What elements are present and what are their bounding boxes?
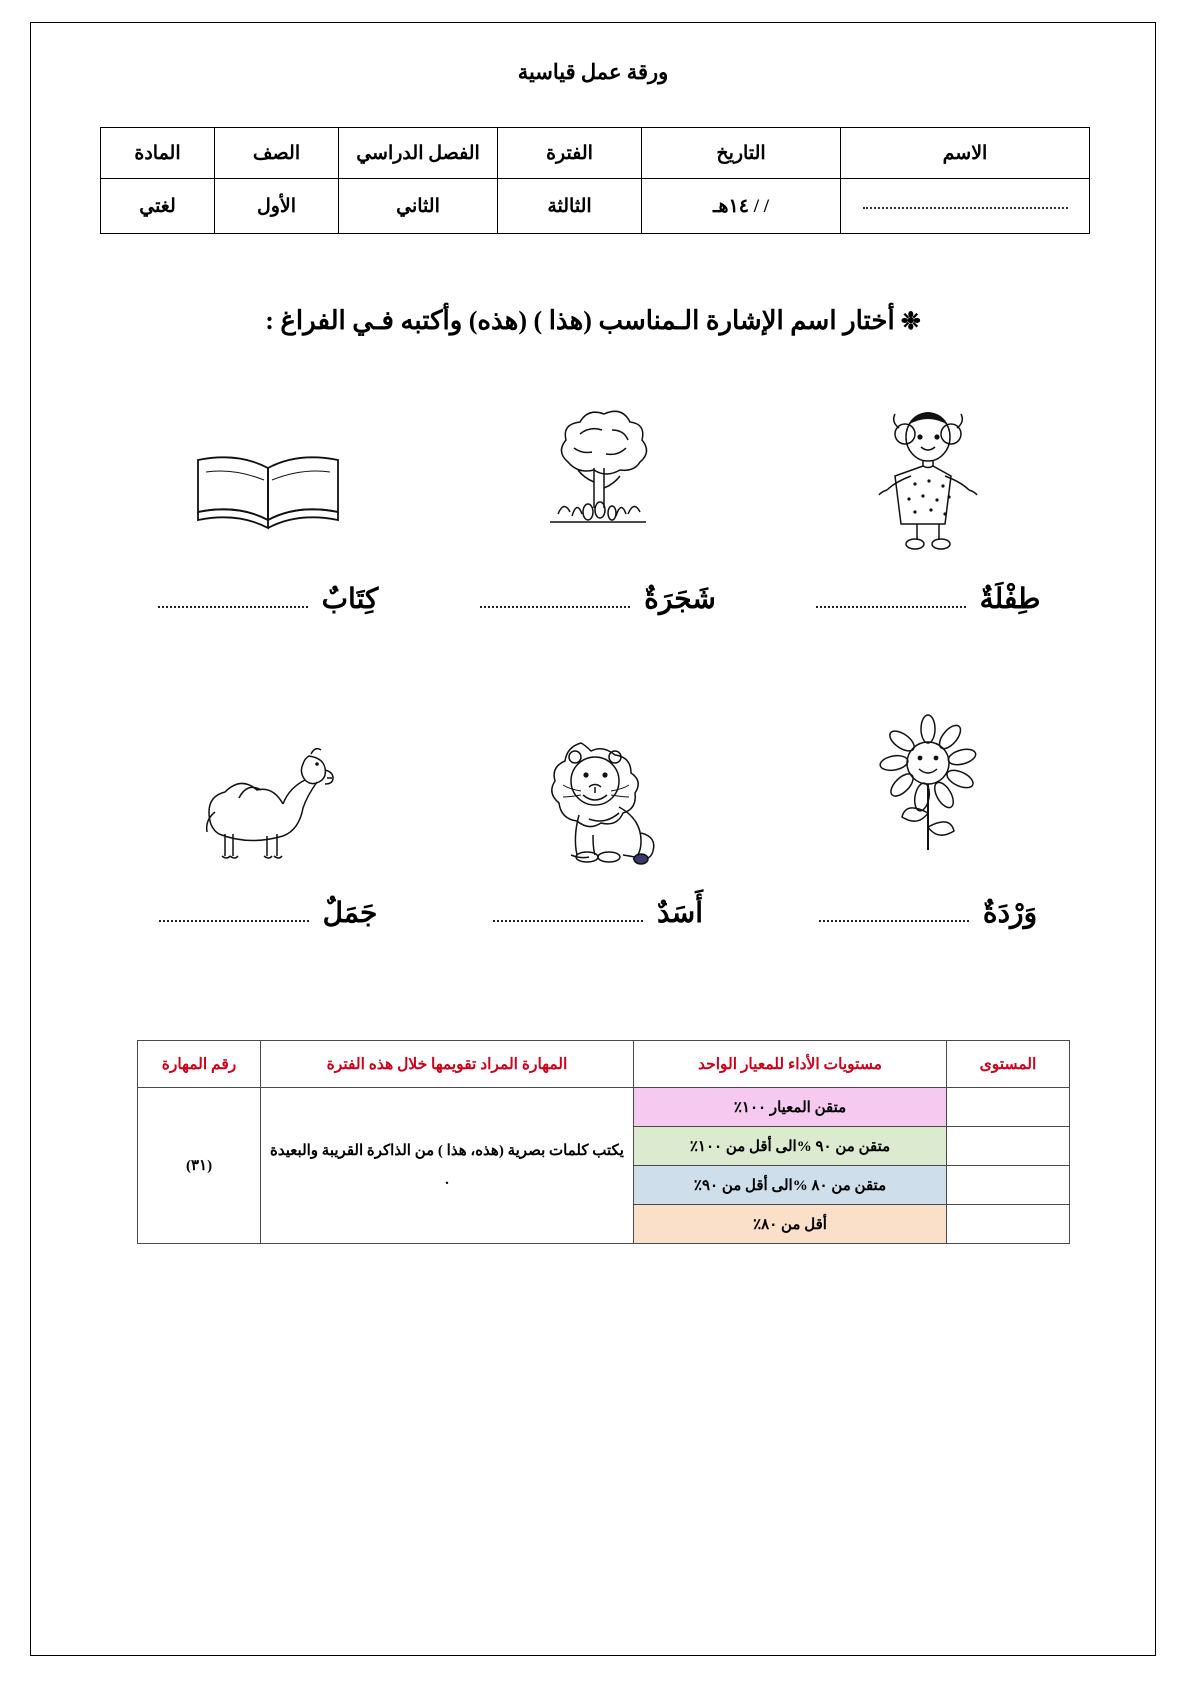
- word-label: شَجَرَةٌ: [644, 584, 716, 615]
- rubric-table: [137, 1040, 1070, 1244]
- table-row: [101, 179, 1090, 234]
- exercise-item-tree: [438, 394, 758, 616]
- exercise-item-camel: [108, 708, 428, 930]
- word-label: جَمَلٌ: [322, 898, 378, 929]
- header-cell-subject: المادة: [101, 128, 215, 179]
- exercise-item-lion: [438, 708, 758, 930]
- rubric-performance-cell-1: متقن المعيار ١٠٠٪: [634, 1088, 947, 1127]
- value-cell-term: الثاني: [339, 179, 498, 234]
- rubric-header-number: رقم المهارة: [138, 1041, 261, 1088]
- answer-blank[interactable]: [819, 916, 969, 922]
- rubric-header-skill: المهارة المراد تقويمها خلال هذه الفترة: [261, 1041, 634, 1088]
- rubric-header-performance: مستويات الأداء للمعيار الواحد: [634, 1041, 947, 1088]
- asterisk-icon: ❉: [900, 309, 921, 335]
- answer-blank[interactable]: [159, 916, 309, 922]
- camel-icon: [181, 708, 356, 868]
- name-blank-line[interactable]: [863, 204, 1068, 209]
- answer-line: [768, 582, 1088, 616]
- value-cell-grade: الأول: [215, 179, 339, 234]
- book-icon: [186, 394, 351, 554]
- answer-line: [108, 582, 428, 616]
- rubric-level-cell-1[interactable]: [947, 1088, 1070, 1127]
- table-row: [101, 128, 1090, 179]
- rubric-container: [58, 1040, 1128, 1244]
- header-cell-period: الفترة: [498, 128, 642, 179]
- info-table-container: [58, 127, 1128, 234]
- exercise-item-girl: [768, 394, 1088, 616]
- worksheet-body: [58, 40, 1128, 1640]
- answer-blank[interactable]: [816, 602, 966, 608]
- answer-blank[interactable]: [480, 602, 630, 608]
- answer-line: [438, 582, 758, 616]
- answer-blank[interactable]: [493, 916, 643, 922]
- page-title: ورقة عمل قياسية: [517, 60, 669, 84]
- flower-icon: [868, 708, 988, 868]
- exercise-item-book: [108, 394, 428, 616]
- answer-blank[interactable]: [158, 602, 308, 608]
- table-row: [138, 1088, 1070, 1127]
- value-cell-period: الثالثة: [498, 179, 642, 234]
- value-cell-name[interactable]: [841, 179, 1090, 234]
- answer-line: [768, 896, 1088, 930]
- exercise-row-1: [58, 394, 1128, 616]
- word-label: أَسَدٌ: [657, 898, 703, 929]
- lion-icon: [523, 708, 673, 868]
- header-cell-date: التاريخ: [642, 128, 841, 179]
- rubric-level-cell-4[interactable]: [947, 1205, 1070, 1244]
- rubric-level-cell-3[interactable]: [947, 1166, 1070, 1205]
- word-label: كِتَابٌ: [321, 584, 379, 615]
- instruction-line: [58, 306, 1128, 336]
- answer-line: [108, 896, 428, 930]
- instruction-text: أختار اسم الإشارة الـمناسب (هذا ) (هذه) وأكتبه فـي الفراغ :: [265, 306, 895, 335]
- header-cell-grade: الصف: [215, 128, 339, 179]
- answer-line: [438, 896, 758, 930]
- value-cell-date[interactable]: / / ١٤هـ: [642, 179, 841, 234]
- header-cell-name: الاسم: [841, 128, 1090, 179]
- table-row: [138, 1041, 1070, 1088]
- student-info-table: [100, 127, 1090, 234]
- word-label: وَرْدَةٌ: [982, 898, 1038, 929]
- exercise-item-flower: [768, 708, 1088, 930]
- rubric-performance-cell-2: متقن من ٩٠ %الى أقل من ١٠٠٪: [634, 1127, 947, 1166]
- rubric-performance-cell-3: متقن من ٨٠ %الى أقل من ٩٠٪: [634, 1166, 947, 1205]
- rubric-performance-cell-4: أقل من ٨٠٪: [634, 1205, 947, 1244]
- rubric-skill-number: (٣١): [138, 1088, 261, 1244]
- word-label: طِفْلَةٌ: [979, 584, 1041, 615]
- girl-icon: [863, 394, 993, 554]
- rubric-level-cell-2[interactable]: [947, 1127, 1070, 1166]
- row-spacer: [58, 616, 1128, 650]
- header-cell-term: الفصل الدراسي: [339, 128, 498, 179]
- exercise-row-2: [58, 708, 1128, 930]
- rubric-skill-cell: يكتب كلمات بصرية (هذه، هذا ) من الذاكرة القريبة والبعيدة .: [261, 1088, 634, 1244]
- tree-icon: [528, 394, 668, 554]
- value-cell-subject: لغتي: [101, 179, 215, 234]
- rubric-header-level: المستوى: [947, 1041, 1070, 1088]
